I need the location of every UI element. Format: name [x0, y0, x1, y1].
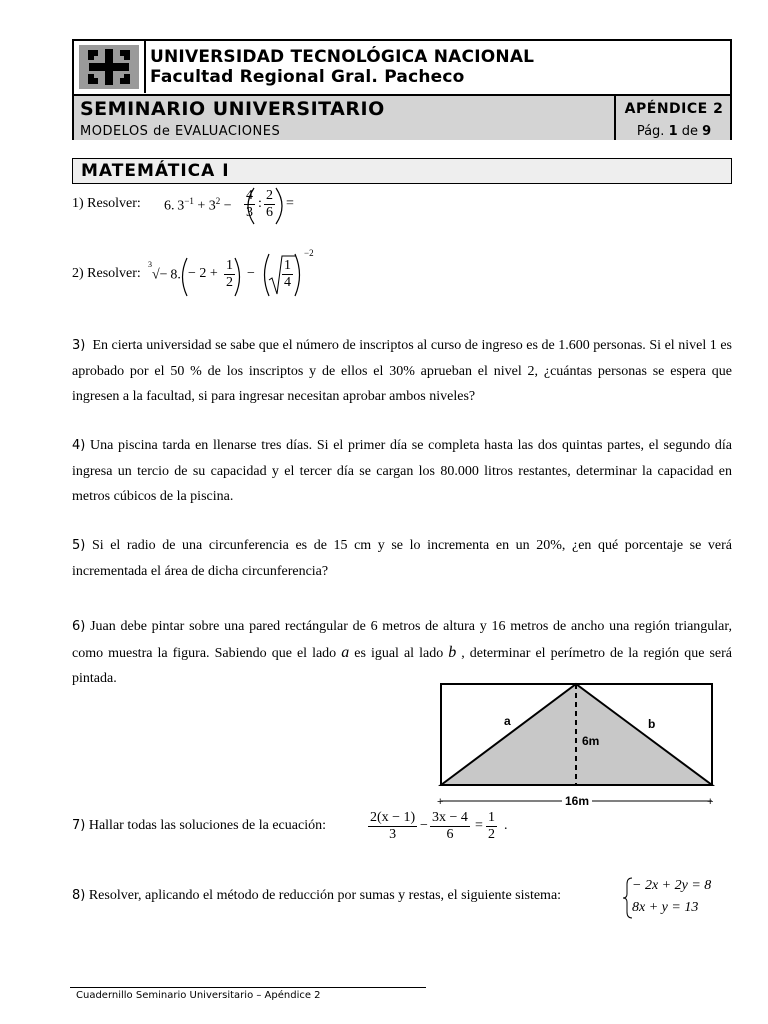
variable-a: a	[341, 643, 350, 661]
equation-fraction-2: $\frac{3x - 4}{6}$	[432, 810, 468, 842]
faculty-name: Facultad Regional Gral. Pacheco	[150, 67, 465, 87]
label-b: b	[648, 717, 656, 731]
svg-text:+: +	[437, 796, 444, 808]
cube-root-expression: $^3$√− 8.	[148, 260, 181, 283]
svg-text:+: +	[707, 796, 714, 808]
subtitle-bar	[74, 123, 730, 140]
equation-fraction-3: $\frac{1}{2}$	[488, 810, 495, 842]
page-indicator: Pág. 1 de 9	[614, 123, 732, 140]
utn-logo	[74, 41, 146, 93]
fraction-1-2: $\frac{1}{2}$	[226, 258, 233, 290]
institution-name	[150, 47, 534, 87]
question-4: 4) Una piscina tarda en llenarse tres días. Si el primer día se completa hasta las dos quintas partes, el segundo día ingresa un tercio de su capacidad y el tercer día se cargan los 80.000 litros restantes, determinar la capacidad en metros cúbicos de la piscina.	[72, 438, 733, 504]
footer-rule	[70, 987, 426, 988]
page-number: 1	[668, 124, 678, 139]
label-a: a	[504, 714, 511, 728]
utn-emblem-icon	[74, 41, 144, 93]
variable-b: b	[448, 643, 457, 661]
question-3: 3) En cierta universidad se sabe que el número de inscriptos al curso de ingreso es de 1.600 personas. Si el nivel 1 es aprobado por el 50 % de los inscriptos y de ellos el 30% aprueban el nivel 2, ¿cuántas personas se espera que ingresen a la facultad, si para ingresar necesitan aprobar ambos niveles?	[72, 338, 732, 404]
section-heading	[72, 158, 732, 184]
question-5-text: Si el radio de una circunferencia es de 15 cm y se lo incrementa en un 20%, ¿en qué porcentaje se verá incrementada el área de dicha circunferencia?	[72, 538, 733, 579]
question-8-text: Resolver, aplicando el método de reducción por sumas y restas, el siguiente sistema:	[88, 888, 562, 903]
question-3-text: En cierta universidad se sabe que el número de inscriptos al curso de ingreso es de 1.600 personas. Si el nivel 1 es aprobado por el 50 % de los inscriptos y de ellos el 30% aprueban el nivel 2, ¿cuántas personas se espera que ingresen a la facultad, si para ingresar necesitan aprobar ambos niveles?	[72, 338, 732, 404]
fraction-4-3: $\frac{4}{3}$	[246, 188, 253, 220]
width-label: 16m	[565, 794, 590, 808]
question-6: 6) Juan debe pintar sobre una pared rectángular de 6 metros de altura y 16 metros de ancho una región triangular, como muestra la figura. Sabiendo que el lado a es igual al lado b , determinar el perímetro de la región que será pintada.	[72, 619, 732, 686]
system-equation-2: 8x + y = 13	[632, 900, 699, 915]
question-4-text: Una piscina tarda en llenarse tres días. Si el primer día se completa hasta las dos quintas partes, el segundo día ingresa un tercio de su capacidad y el tercer día se cargan los 80.000 litros restantes, determinar la capacidad en metros cúbicos de la piscina.	[72, 438, 733, 504]
section-title: MATEMÁTICA I	[81, 161, 230, 181]
height-label: 6m	[582, 734, 600, 748]
fraction-1-4: $\frac{1}{4}$	[284, 258, 291, 290]
question-8: 8) Resolver, aplicando el método de reducción por sumas y restas, el siguiente sistema: − 2x + 2y = 8 8x + y = 13	[72, 874, 732, 922]
seminar-bar	[74, 94, 730, 125]
fraction-2-6: $\frac{2}{6}$	[266, 188, 273, 220]
appendix-label: APÉNDICE 2	[614, 96, 732, 123]
question-7-text: Hallar todas las soluciones de la ecuación:	[88, 818, 326, 833]
wall-triangle-figure	[436, 680, 722, 810]
question-1-label: 1) Resolver:	[72, 196, 141, 211]
seminar-title: SEMINARIO UNIVERSITARIO	[80, 98, 385, 120]
question-5: 5) Si el radio de una circunferencia es de 15 cm y se lo incrementa en un 20%, ¿en qué porcentaje se verá incrementada el área de dicha circunferencia?	[72, 538, 733, 579]
university-name: UNIVERSIDAD TECNOLÓGICA NACIONAL	[150, 47, 535, 67]
system-equation-1: − 2x + 2y = 8	[632, 878, 712, 893]
subtitle: MODELOS de EVALUACIONES	[80, 124, 281, 139]
question-1-expression: 6. $3^{-1} + 3^2$ −	[164, 196, 232, 214]
footer-text: Cuadernillo Seminario Universitario – Apéndice 2	[76, 990, 321, 1001]
question-7: 7) Hallar todas las soluciones de la ecuación: $\frac{2(x - 1)}{3}$ − $\frac{3x - 4}{6}$ = $\frac{1}{2}$ .	[72, 810, 508, 842]
page-total: 9	[702, 124, 712, 139]
document-header	[72, 39, 732, 140]
equation-fraction-1: $\frac{2(x - 1)}{3}$	[370, 810, 416, 842]
question-2-label: 2) Resolver:	[72, 266, 141, 281]
